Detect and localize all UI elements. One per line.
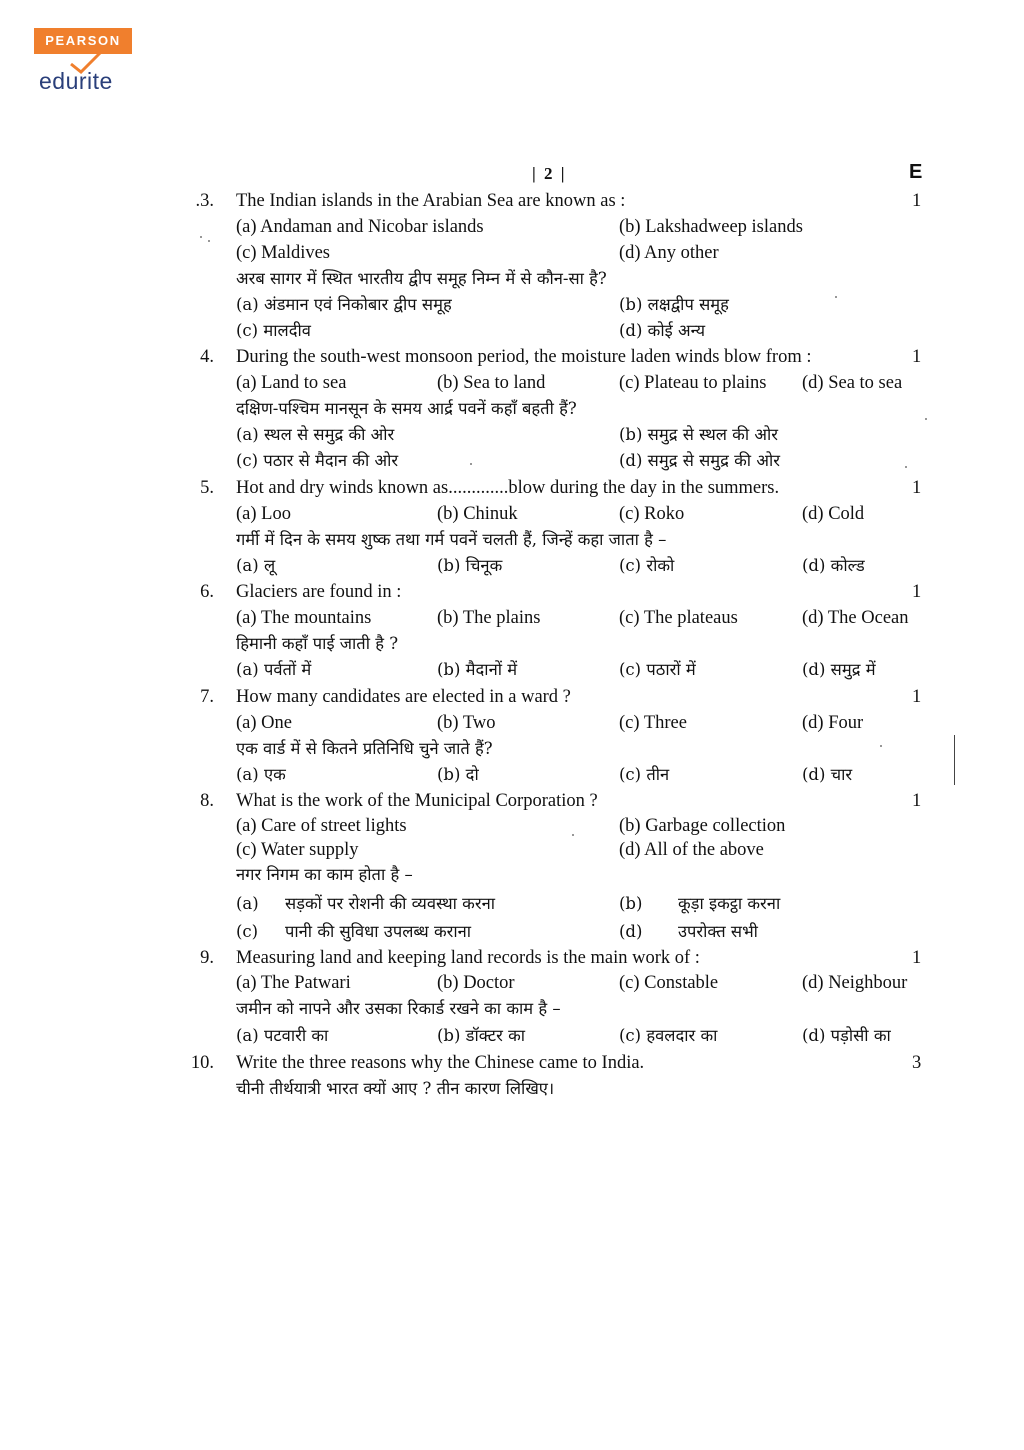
options-hi-row xyxy=(0,553,1024,579)
option-a: (a) Care of street lights xyxy=(236,816,407,836)
marks: 3 xyxy=(912,1053,922,1073)
option-a-hi: (a) पटवारी का xyxy=(236,1026,329,1045)
options-en-row xyxy=(0,813,1024,839)
question-text-hi-row xyxy=(0,631,1024,657)
question-text-hi-row xyxy=(0,996,1024,1022)
option-d: (d) All of the above xyxy=(619,840,764,860)
question-text-en: Write the three reasons why the Chinese came to India. xyxy=(236,1053,645,1073)
marks: 1 xyxy=(912,948,922,968)
question-text-hi: जमीन को नापने और उसका रिकार्ड रखने का काम है – xyxy=(236,999,561,1018)
options-en-row xyxy=(0,501,1024,527)
option-c: (c) Plateau to plains xyxy=(619,373,767,393)
question-text-hi: दक्षिण-पश्चिम मानसून के समय आर्द्र पवनें कहाँ बहती हैं? xyxy=(236,399,577,418)
option-d-hi: (d) समुद्र में xyxy=(802,660,876,679)
option-b-hi: (b) लक्षद्वीप समूह xyxy=(619,295,729,314)
question-text-hi: अरब सागर में स्थित भारतीय द्वीप समूह निम्न में से कौन-सा है? xyxy=(236,269,607,288)
option-b: (b) Sea to land xyxy=(437,373,546,393)
option-a-hi: (a) स्थल से समुद्र की ओर xyxy=(236,425,395,444)
question-text-en: How many candidates are elected in a ward ? xyxy=(236,687,571,707)
options-en-row xyxy=(0,370,1024,396)
question-text-en: Hot and dry winds known as.............blow during the day in the summers. xyxy=(236,478,780,498)
options-hi-row xyxy=(0,1023,1024,1049)
scan-speck xyxy=(880,745,882,747)
option-a: (a) One xyxy=(236,713,292,733)
options-en-row xyxy=(0,710,1024,736)
option-a-hi: (a) लू xyxy=(236,556,276,575)
question-number: 4. xyxy=(200,347,214,367)
options-hi-row xyxy=(0,422,1024,448)
scan-speck xyxy=(572,834,574,836)
option-a-hi: (a) पर्वतों में xyxy=(236,660,312,679)
marks: 1 xyxy=(912,347,922,367)
question-number: 10. xyxy=(190,1053,214,1073)
question-4 xyxy=(0,344,1024,370)
option-a-label: (a) xyxy=(236,894,259,913)
question-text-en: What is the work of the Municipal Corporation ? xyxy=(236,791,598,811)
option-d: (d) Four xyxy=(802,713,864,733)
marks: 1 xyxy=(912,791,922,811)
option-d-hi: (d) चार xyxy=(802,765,853,784)
option-a: (a) Andaman and Nicobar islands xyxy=(236,217,484,237)
question-7 xyxy=(0,684,1024,710)
option-b-hi: (b) चिनूक xyxy=(437,556,503,575)
question-number: 6. xyxy=(200,582,214,602)
marks: 1 xyxy=(912,582,922,602)
question-text-hi: गर्मी में दिन के समय शुष्क तथा गर्म पवनें चलती हैं, जिन्हें कहा जाता है – xyxy=(236,530,667,549)
option-d: (d) Cold xyxy=(802,504,865,524)
option-c-hi: (c) तीन xyxy=(619,765,670,784)
question-9 xyxy=(0,945,1024,971)
question-10 xyxy=(0,1050,1024,1076)
option-d: (d) Any other xyxy=(619,243,719,263)
option-c: (c) Maldives xyxy=(236,243,331,263)
option-b: (b) Doctor xyxy=(437,973,515,993)
option-b: (b) Garbage collection xyxy=(619,816,786,836)
question-number: 7. xyxy=(200,687,214,707)
question-text-hi-row xyxy=(0,862,1024,888)
options-hi-row xyxy=(0,891,1024,917)
option-d-hi: (d) कोल्ड xyxy=(802,556,865,575)
question-text-en: Glaciers are found in : xyxy=(236,582,402,602)
option-b: (b) Chinuk xyxy=(437,504,518,524)
option-d-hi: उपरोक्त सभी xyxy=(678,922,758,941)
question-text-hi: चीनी तीर्थयात्री भारत क्यों आए ? तीन कारण लिखिए। xyxy=(236,1079,555,1098)
pearson-edurite-logo xyxy=(34,28,134,95)
option-b-hi: (b) मैदानों में xyxy=(437,660,518,679)
edurite-logo xyxy=(39,68,134,95)
option-a: (a) Loo xyxy=(236,504,291,524)
option-c: (c) Three xyxy=(619,713,687,733)
options-hi-row xyxy=(0,318,1024,344)
question-text-en: The Indian islands in the Arabian Sea are known as : xyxy=(236,191,626,211)
question-text-en: Measuring land and keeping land records is the main work of : xyxy=(236,948,700,968)
question-text-hi: नगर निगम का काम होता है – xyxy=(236,865,413,884)
option-c-hi: पानी की सुविधा उपलब्ध कराना xyxy=(285,922,472,941)
options-en-row xyxy=(0,214,1024,240)
options-en-row xyxy=(0,240,1024,266)
option-d-hi: (d) समुद्र से समुद्र की ओर xyxy=(619,451,780,470)
option-b-hi: (b) समुद्र से स्थल की ओर xyxy=(619,425,778,444)
marks: 1 xyxy=(912,191,922,211)
question-3 xyxy=(0,188,1024,214)
option-a-hi: (a) एक xyxy=(236,765,286,784)
option-c: (c) Constable xyxy=(619,973,719,993)
option-b: (b) Lakshadweep islands xyxy=(619,217,803,237)
question-number: 5. xyxy=(200,478,214,498)
marks: 1 xyxy=(912,478,922,498)
question-text-en: During the south-west monsoon period, the moisture laden winds blow from : xyxy=(236,347,812,367)
option-d-hi: (d) कोई अन्य xyxy=(619,321,706,340)
option-c: (c) Roko xyxy=(619,504,685,524)
question-text-hi-row xyxy=(0,1076,1024,1102)
question-text-hi-row xyxy=(0,396,1024,422)
question-5 xyxy=(0,475,1024,501)
option-d: (d) Sea to sea xyxy=(802,373,903,393)
options-en-row xyxy=(0,605,1024,631)
option-b: (b) Two xyxy=(437,713,496,733)
option-a: (a) Land to sea xyxy=(236,373,347,393)
option-a-hi: सड़कों पर रोशनी की व्यवस्था करना xyxy=(285,894,496,913)
option-d-hi: (d) पड़ोसी का xyxy=(802,1026,891,1045)
options-hi-row xyxy=(0,448,1024,474)
option-c: (c) Water supply xyxy=(236,840,359,860)
option-b-hi: (b) डॉक्टर का xyxy=(437,1026,526,1045)
question-number: 9. xyxy=(200,948,214,968)
marks: 1 xyxy=(912,687,922,707)
question-text-hi: एक वार्ड में से कितने प्रतिनिधि चुने जाते हैं? xyxy=(236,739,493,758)
option-d-label: (d) xyxy=(619,922,643,941)
option-b: (b) The plains xyxy=(437,608,541,628)
options-hi-row xyxy=(0,762,1024,788)
options-hi-row xyxy=(0,292,1024,318)
scan-speck xyxy=(208,240,210,242)
options-en-row xyxy=(0,837,1024,863)
options-en-row xyxy=(0,970,1024,996)
edurite-wordmark: edurite xyxy=(39,68,113,94)
option-d: (d) The Ocean xyxy=(802,608,909,628)
question-6 xyxy=(0,579,1024,605)
option-c-hi: (c) मालदीव xyxy=(236,321,311,340)
scan-speck xyxy=(925,418,927,420)
option-b-hi: कूड़ा इकट्ठा करना xyxy=(678,894,781,913)
scan-speck xyxy=(200,236,202,238)
scan-speck xyxy=(905,466,907,468)
option-b-label: (b) xyxy=(619,894,643,913)
question-number: 8. xyxy=(200,791,214,811)
page-number: | 2 | xyxy=(532,164,567,183)
question-text-hi-row xyxy=(0,527,1024,553)
scan-speck xyxy=(470,463,472,465)
option-c-label: (c) xyxy=(236,922,259,941)
option-b-hi: (b) दो xyxy=(437,765,479,784)
option-a: (a) The mountains xyxy=(236,608,372,628)
question-text-hi: हिमानी कहाँ पाई जाती है ? xyxy=(236,634,399,653)
option-c-hi: (c) पठार से मैदान की ओर xyxy=(236,451,399,470)
option-c: (c) The plateaus xyxy=(619,608,738,628)
option-a-hi: (a) अंडमान एवं निकोबार द्वीप समूह xyxy=(236,295,452,314)
question-text-hi-row xyxy=(0,736,1024,762)
set-code: E xyxy=(909,161,923,183)
question-number: .3. xyxy=(195,191,214,211)
options-hi-row xyxy=(0,919,1024,945)
question-8 xyxy=(0,788,1024,814)
options-hi-row xyxy=(0,657,1024,683)
question-text-hi-row xyxy=(0,266,1024,292)
option-c-hi: (c) हवलदार का xyxy=(619,1026,718,1045)
option-c-hi: (c) रोको xyxy=(619,556,675,575)
scan-speck xyxy=(835,296,837,298)
scan-mark-line xyxy=(954,735,955,785)
pearson-logo: PEARSON xyxy=(34,28,132,54)
option-c-hi: (c) पठारों में xyxy=(619,660,696,679)
option-a: (a) The Patwari xyxy=(236,973,351,993)
checkmark-icon xyxy=(69,48,105,74)
option-d: (d) Neighbour xyxy=(802,973,908,993)
